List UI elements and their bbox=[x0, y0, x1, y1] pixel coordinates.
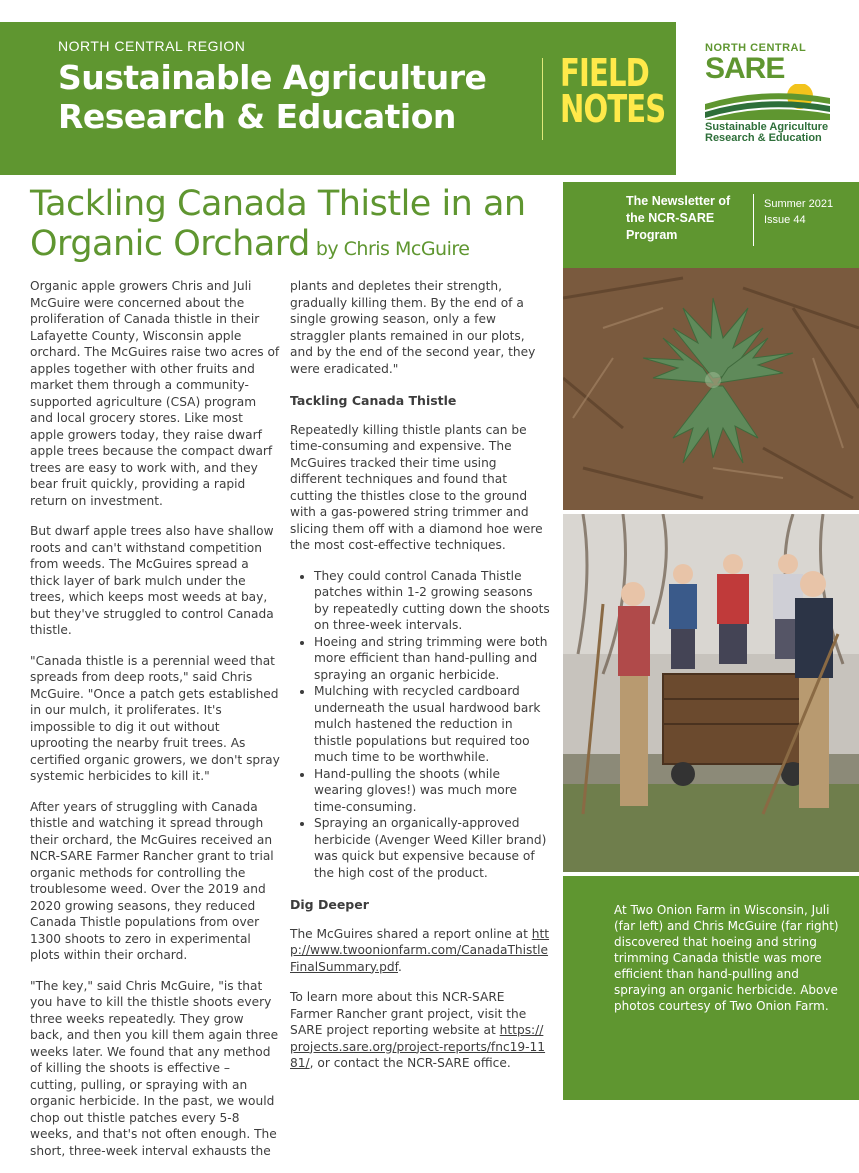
paragraph: "Canada thistle is a perennial weed that spreads from deep roots," said Chris McGuire. "Once a patch gets established in our mulch, it proliferates. It's impossible to dig it out without uprooting the nearby fruit trees. As certified organic growers, we don't spray systemic herbicides to kill it." bbox=[30, 653, 280, 783]
org-title-line1: Sustainable Agriculture bbox=[58, 58, 487, 97]
logo-region: NORTH CENTRAL bbox=[705, 42, 807, 54]
issue-info bbox=[764, 196, 833, 228]
thistle-photo-image bbox=[563, 268, 859, 510]
paragraph: plants and depletes their strength, gradually killing them. By the end of a single growing season, only a few straggler plants remained in our plots, and by the end of the second year, they were eradicated." bbox=[290, 279, 536, 376]
paragraph-text: To learn more about this NCR-SARE Farmer Rancher grant project, visit the SARE project reporting website at bbox=[290, 990, 527, 1037]
article-title-line1: Tackling Canada Thistle in an bbox=[30, 184, 526, 224]
header-divider bbox=[542, 58, 543, 140]
organization-title bbox=[58, 58, 486, 136]
logo-tagline bbox=[705, 122, 828, 144]
photo-caption: At Two Onion Farm in Wisconsin, Juli (far left) and Chris McGuire (far right) discovered that hoeing and string trimming Canada thistle was more efficient than hand-pulling and spraying an organic herbicide. Above photos courtesy of Two Onion Farm. bbox=[614, 903, 839, 1013]
list-item: • Hoeing and string trimming were both more efficient than hand-pulling and spraying an organic herbicide. bbox=[314, 634, 550, 684]
newsletter-divider bbox=[753, 194, 754, 246]
paragraph bbox=[290, 926, 550, 976]
farm-family-photo-image bbox=[563, 514, 859, 872]
org-title-line2: Research & Education bbox=[58, 97, 456, 136]
paragraph: "The key," said Chris McGuire, "is that you have to kill the thistle shoots every three weeks repeatedly. They grow back, and then you kill them again three weeks later. We found that any method of killing the shoots is effective – cutting, pulling, or spraying with an organic herbicide. In the past, we would chop out thistle patches every 5-8 weeks, and that's not often enough. The short, three-week interval exhausts the bbox=[30, 978, 279, 1158]
paragraph bbox=[290, 989, 550, 1072]
article-title-line2: Organic Orchard bbox=[30, 224, 310, 264]
season-label: Summer 2021 bbox=[764, 198, 834, 210]
article-column-1 bbox=[30, 278, 280, 1173]
section-heading: Dig Deeper bbox=[290, 897, 369, 912]
article-title bbox=[30, 184, 550, 269]
farm-family-photo bbox=[563, 514, 859, 872]
list-item: • Hand-pulling the shoots (while wearing gloves!) was much more time-consuming. bbox=[314, 766, 550, 816]
logo-tagline-line1: Sustainable Agriculture bbox=[705, 121, 829, 133]
paragraph-text: . bbox=[398, 959, 402, 974]
paragraph-text: The McGuires shared a report online at bbox=[290, 926, 532, 941]
region-label: NORTH CENTRAL REGION bbox=[58, 38, 246, 54]
list-item: • Mulching with recycled cardboard underneath the usual hardwood bark mulch hastened the reduction in thistle populations but required too much time to be worthwhile. bbox=[314, 683, 550, 766]
field-notes-line1: FIELD bbox=[560, 51, 649, 95]
paragraph: After years of struggling with Canada thistle and watching it spread through their orchard, the McGuires received an NCR-SARE Farmer Rancher grant to trial organic methods for controlling the troublesome weed. Over the 2019 and 2020 growing seasons, they reduced Canada Thistle populations from over 1300 shoots to zero in experimental plots within their orchard. bbox=[30, 799, 274, 962]
logo-name: SARE bbox=[705, 52, 785, 85]
list-item: • Spraying an organically-approved herbicide (Avenger Weed Killer brand) was quick but expensive because of the high cost of the product. bbox=[314, 815, 550, 881]
sare-logo-icon bbox=[705, 84, 830, 120]
project-link[interactable]: https://projects.sare.org/project-reports/fnc19-1181/ bbox=[290, 1023, 546, 1070]
paragraph: But dwarf apple trees also have shallow roots and can't withstand competition from weeds. The McGuires spread a thick layer of bark mulch under the trees, which keeps most weeds at bay, but they've struggled to control Canada thistle. bbox=[30, 524, 274, 637]
report-link[interactable]: http://www.twoonionfarm.com/CanadaThistleFinalSummary.pdf bbox=[290, 926, 550, 974]
field-notes-wordmark bbox=[560, 51, 666, 131]
field-notes-line2: NOTES bbox=[560, 87, 666, 131]
paragraph: Repeatedly killing thistle plants can be time-consuming and expensive. The McGuires tracked their time using different techniques and found that cutting the thistles close to the ground with a gas-powered string trimmer and slicing them off with a diamond hoe were the most cost-effective techniques. bbox=[290, 422, 543, 552]
logo-tagline-line2: Research & Education bbox=[705, 132, 822, 144]
paragraph-text: , or contact the NCR-SARE office. bbox=[309, 1056, 511, 1070]
paragraph: Organic apple growers Chris and Juli McGuire were concerned about the proliferation of Canada thistle in their Lafayette County, Wisconsin apple orchard. The McGuires raise two acres of apples together with other fruits and market them through a community-supported agriculture (CSA) program and local grocery stores. Like most apple growers today, they raise dwarf apple trees because the compact dwarf trees are easy to work with, and they bear fruit quickly, providing a rapid return on investment. bbox=[30, 279, 280, 508]
section-heading: Tackling Canada Thistle bbox=[290, 393, 457, 408]
thistle-photo bbox=[563, 268, 859, 510]
issue-number: Issue 44 bbox=[764, 214, 806, 226]
byline: by Chris McGuire bbox=[315, 238, 470, 260]
findings-list bbox=[290, 568, 550, 882]
newsletter-label: The Newsletter of the NCR-SARE Program bbox=[626, 194, 731, 242]
list-item: • They could control Canada Thistle patches within 1-2 growing seasons by repeatedly cutting down the shoots on three-week intervals. bbox=[314, 568, 550, 634]
article-column-2 bbox=[290, 278, 550, 1086]
